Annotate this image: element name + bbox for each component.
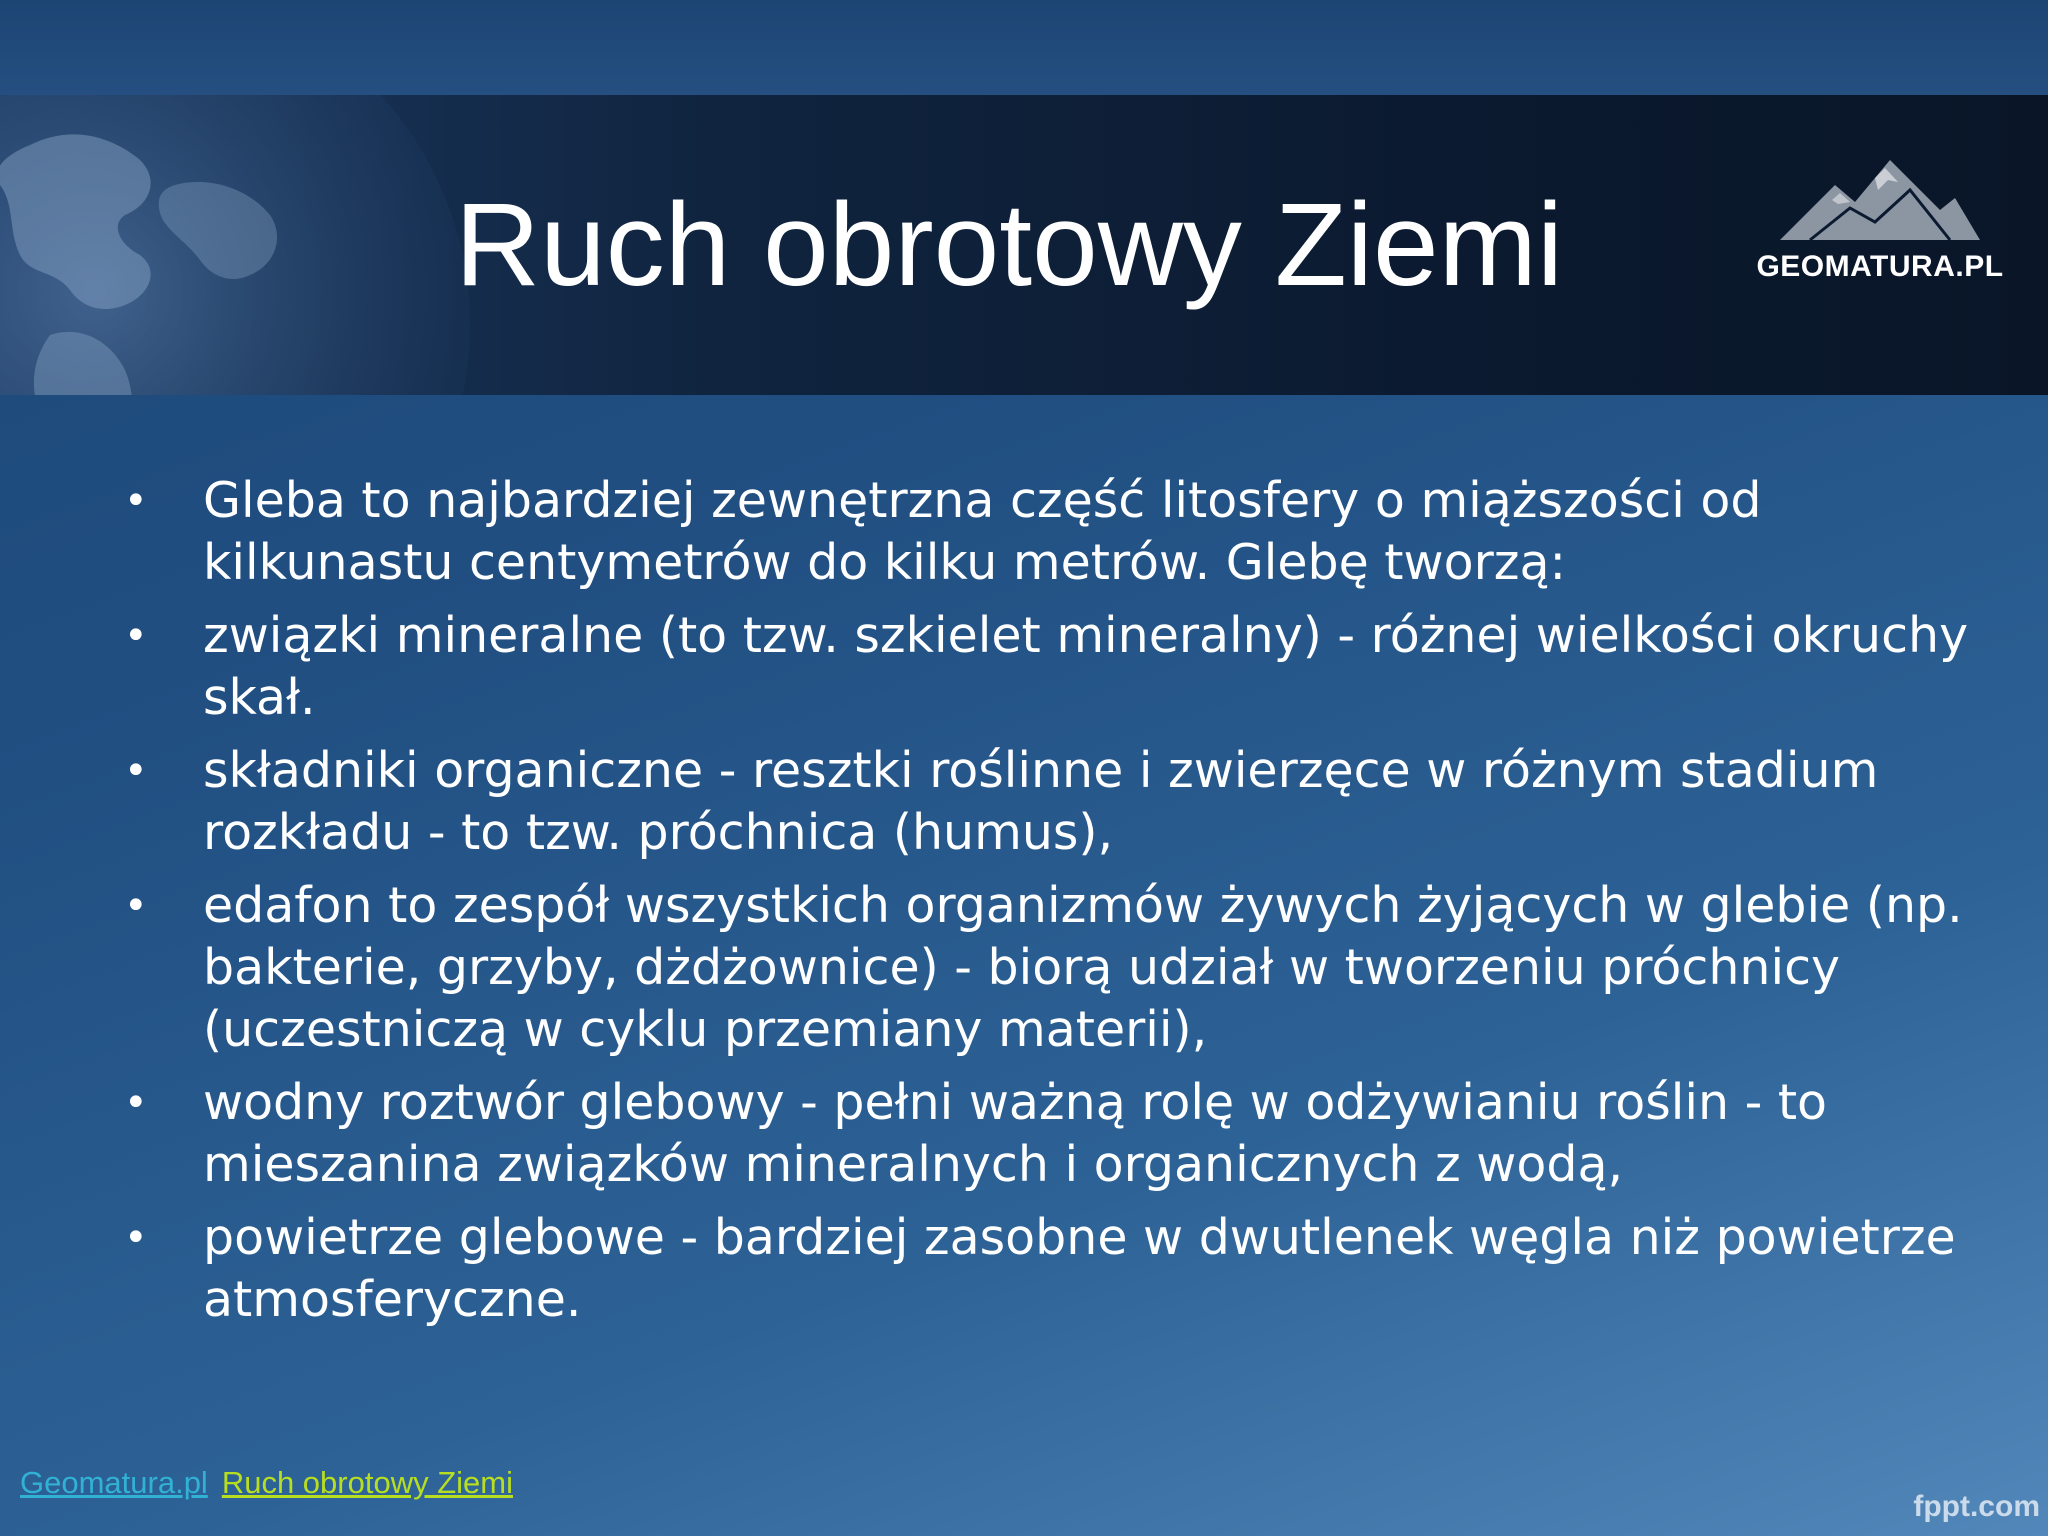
bullet-marker: • (124, 478, 148, 524)
list-item (120, 470, 1980, 594)
bullet-list (120, 470, 1980, 1342)
bullet-marker: • (124, 1215, 148, 1261)
list-item (120, 740, 1980, 864)
bullet-text: składniki organiczne - resztki roślinne i zwierzęce w różnym stadium rozkładu - to tzw. próchnica (humus), (203, 742, 1879, 861)
bullet-text: wodny roztwór glebowy - pełni ważną rolę w odżywianiu roślin - to mieszanina związków mineralnych i organicznych z wodą, (203, 1074, 1828, 1193)
footer-title-link[interactable]: Ruch obrotowy Ziemi (221, 1465, 513, 1500)
bullet-marker: • (124, 613, 148, 659)
bullet-marker: • (124, 883, 148, 929)
bullet-text: związki mineralne (to tzw. szkielet mineralny) - różnej wielkości okruchy skał. (203, 607, 1969, 726)
mountain-icon (1780, 160, 1980, 250)
list-item (120, 1207, 1980, 1331)
list-item (120, 875, 1980, 1061)
bullet-marker: • (124, 748, 148, 794)
footer-site-link[interactable]: Geomatura.pl (20, 1465, 208, 1500)
footer (20, 1465, 527, 1501)
list-item (120, 1072, 1980, 1196)
logo (1730, 150, 2030, 290)
watermark: fppt.com (1913, 1490, 2040, 1523)
bullet-text: Gleba to najbardziej zewnętrzna część litosfery o miąższości od kilkunastu centymetrów do kilku metrów. Glebę tworzą: (203, 472, 1762, 591)
list-item (120, 605, 1980, 729)
bullet-marker: • (124, 1080, 148, 1126)
logo-text: GEOMATURA.PL (1756, 250, 2004, 283)
bullet-text: powietrze glebowe - bardziej zasobne w dwutlenek węgla niż powietrze atmosferyczne. (203, 1209, 1956, 1328)
slide-title: Ruch obrotowy Ziemi (454, 179, 1564, 311)
bullet-text: edafon to zespół wszystkich organizmów żywych żyjących w glebie (np. bakterie, grzyby, dżdżownice) - biorą udział w tworzeniu próchnicy (uczestniczą w cyklu przemiany materii), (203, 877, 1963, 1058)
top-strip (0, 0, 2048, 95)
